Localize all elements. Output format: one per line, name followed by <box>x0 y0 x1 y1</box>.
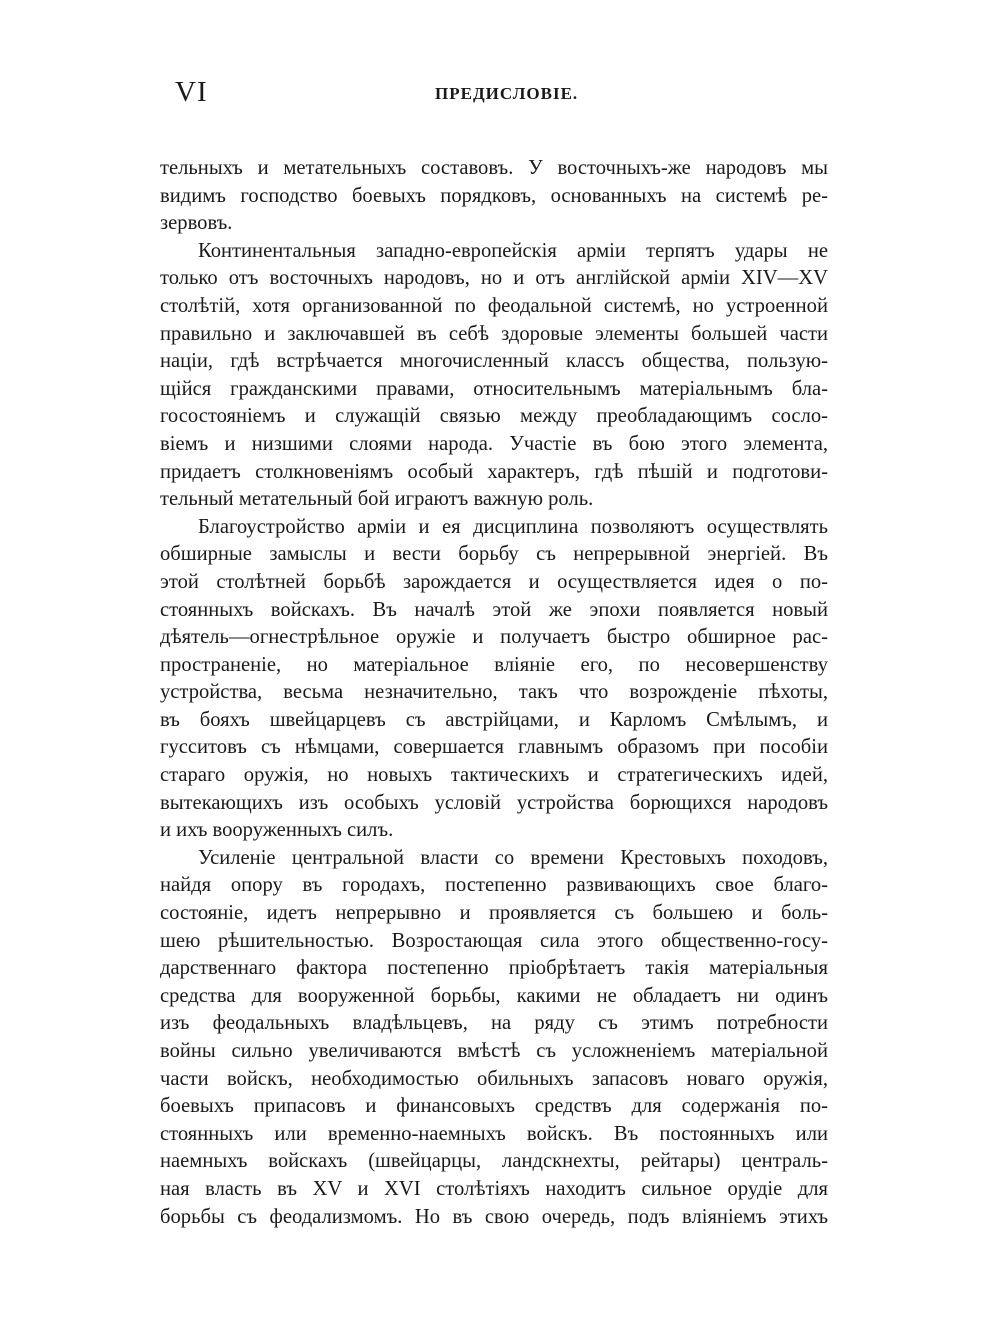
paragraph-3 <box>160 514 828 845</box>
text-line: стоянныхъ или временно-наемныхъ войскъ. Въ постоянныхъ или <box>160 1122 828 1145</box>
text-line: тельныхъ и метательныхъ составовъ. У восточныхъ-же народовъ мы <box>160 157 828 179</box>
text-line: средства для вооруженной борьбы, какими не обладаетъ ни одинъ <box>160 984 828 1007</box>
text-line: войны сильно увеличиваются вмѣстѣ съ усложненіемъ матеріальной <box>160 1040 828 1062</box>
text-line: устройства, весьма незначительно, такъ что возрожденіе пѣхоты, <box>160 681 828 704</box>
text-line: только отъ восточныхъ народовъ, но и отъ англійской арміи XIV—XV <box>160 267 828 290</box>
paragraph-2 <box>160 238 828 514</box>
text-line: столѣтій, хотя организованной по феодальной системѣ, но устроенной <box>160 294 828 317</box>
text-line: въ бояхъ швейцарцевъ съ австрійцами, и Карломъ Смѣлымъ, и <box>160 708 828 731</box>
text-line: дѣятель—огнестрѣльное оружіе и получаетъ быстро обширное рас- <box>160 626 828 649</box>
text-line: вытекающихъ изъ особыхъ условій устройства борющихся народовъ <box>160 791 828 814</box>
text-line: наемныхъ войскахъ (швейцарцы, ландскнехты, рейтары) централь- <box>160 1150 828 1173</box>
text-line: обширные замыслы и вести борьбу съ непрерывной энергіей. Въ <box>160 543 828 566</box>
text-line: видимъ господство боевыхъ порядковъ, основанныхъ на системѣ ре- <box>160 184 828 207</box>
text-line: найдя опору въ городахъ, постепенно развивающихъ свое благо- <box>160 874 828 897</box>
page-number: VI <box>175 76 208 108</box>
body-text <box>160 155 828 1231</box>
text-line: дарственнаго фактора постепенно пріобрѣтаетъ такія матеріальныя <box>160 957 828 980</box>
text-line: и ихъ вооруженныхъ силъ. <box>160 819 394 842</box>
text-line: пространеніе, но матеріальное вліяніе его, по несовершенству <box>160 653 828 676</box>
text-line: тельный метательный бой играютъ важную роль. <box>160 488 594 511</box>
text-line: Континентальныя западно-европейскія арміи терпятъ удары не <box>198 239 828 262</box>
text-line: борьбы съ феодализмомъ. Но въ свою очередь, подъ вліяніемъ этихъ <box>160 1205 828 1228</box>
text-line: Благоустройство арміи и ея дисциплина позволяютъ осуществлять <box>198 515 828 538</box>
text-line: правильно и заключавшей въ себѣ здоровые элементы большей части <box>160 322 828 345</box>
text-line: Усиленіе центральной власти со времени Крестовыхъ походовъ, <box>198 846 828 869</box>
text-line: ная власть въ XV и XVI столѣтіяхъ находитъ сильное орудіе для <box>160 1177 828 1200</box>
text-line: боевыхъ припасовъ и финансовыхъ средствъ для содержанія по- <box>160 1095 828 1118</box>
text-line: состояніе, идетъ непрерывно и проявляется съ большею и боль- <box>160 902 828 925</box>
text-line: госостояніемъ и служащій связью между преобладающимъ сосло- <box>160 405 828 428</box>
text-line: гусситовъ съ нѣмцами, совершается главнымъ образомъ при пособіи <box>160 736 828 759</box>
page-header <box>175 70 835 120</box>
text-line: части войскъ, необходимостью обильныхъ запасовъ новаго оружія, <box>160 1067 828 1090</box>
paragraph-4 <box>160 845 828 1231</box>
text-line: шею рѣшительностью. Возростающая сила этого общественно-госу- <box>160 929 828 952</box>
text-line: изъ феодальныхъ владѣльцевъ, на ряду съ этимъ потребности <box>160 1012 828 1035</box>
text-line: этой столѣтней борьбѣ зарождается и осуществляется идея о по- <box>160 570 828 593</box>
paragraph-1 <box>160 155 828 238</box>
text-line: націи, гдѣ встрѣчается многочисленный классъ общества, пользую- <box>160 350 828 373</box>
text-line: віемъ и низшими слоями народа. Участіе въ бою этого элемента, <box>160 432 828 455</box>
running-head: ПРЕДИСЛОВІЕ. <box>435 84 579 103</box>
text-line: придаетъ столкновеніямъ особый характеръ, гдѣ пѣшій и подготови- <box>160 460 828 483</box>
text-line: зервовъ. <box>160 212 233 235</box>
text-line: стараго оружія, но новыхъ тактическихъ и стратегическихъ идей, <box>160 764 828 787</box>
text-line: стоянныхъ войскахъ. Въ началѣ этой же эпохи появляется новый <box>160 598 828 621</box>
text-line: щійся гражданскими правами, относительнымъ матеріальнымъ бла- <box>160 377 828 400</box>
